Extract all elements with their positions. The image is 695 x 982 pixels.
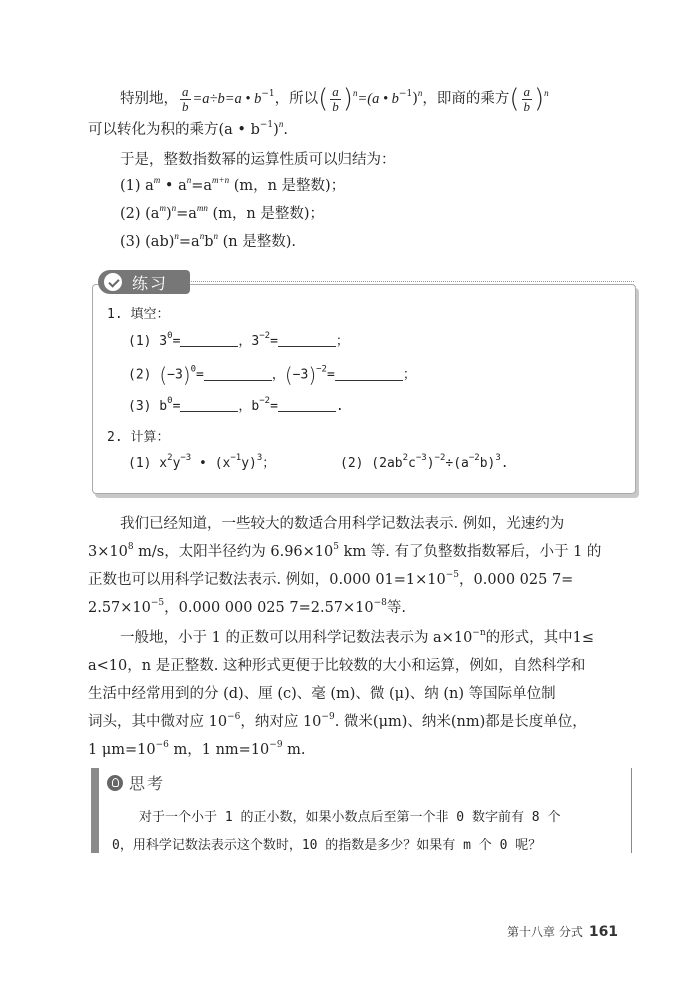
page-footer [507, 923, 618, 940]
para2-line-4: 词头，其中微对应 $10^{-6}$，纳对应 $10^{-9}$. 微米(μm)、纳米(nm)都是长度单位， [88, 712, 587, 730]
fraction-a-over-b-3: $\frac{a}{b}$ [523, 83, 531, 114]
exercise-q2-1: (1) $x^2y^{-3}$ • $(x^{-1}y)^3$； [128, 453, 276, 471]
rule-3: (3) $(ab)^n=a^nb^n$ (n 是整数). [120, 231, 296, 250]
exercise-q1-2: (2) $(-3)^0=$ ，$(-3)^{-2}=$ ； [128, 363, 416, 387]
answer-blank [335, 366, 403, 381]
para1-line-3: 正数也可以用科学记数法表示. 例如，0.000 $01=1\times 10^{-5}$，0.000 025 7= [88, 570, 574, 588]
chapter-label: 第十八章 分式 [507, 925, 583, 939]
para2-line-5: 1 $\mu m=10^{-6}$ m，1 $nm=10^{-9}$ m. [88, 740, 306, 758]
think-line-1: 对于一个小于 1 的正小数，如果小数点后至第一个非 0 数字前有 8 个 [139, 810, 561, 825]
lightbulb-icon [107, 775, 123, 791]
answer-blank [180, 332, 238, 347]
exercise-q2: 2. 计算： [107, 430, 170, 445]
para2-line-1: 一般地，小于 1 的正数可以用科学记数法表示为 $a\times 10^{-n}$的形式，其中1≤ [120, 628, 595, 646]
answer-blank [278, 332, 336, 347]
rule-1: (1) $a^m$ • $a^n=a^{m+n}$ (m，n 是整数)； [120, 175, 346, 194]
intro-line-2: 可以转化为积的乘方(a • $b^{-1})^n$. [88, 119, 288, 138]
answer-blank [204, 366, 272, 381]
exercise-q1-1: (1) $3^0=$ ，$3^{-2}=$ ； [128, 331, 349, 349]
rules-lead: 于是，整数指数幂的运算性质可以归结为： [120, 152, 396, 168]
think-box-right-border [631, 768, 632, 853]
para1-line-4: $2.57\times 10^{-5}$，0.000 000 025 $7=2.57\times 10^{-8}$等. [88, 598, 407, 616]
fraction-a-over-b-2: $\frac{a}{b}$ [332, 83, 339, 114]
think-box-left-bar [91, 768, 99, 853]
page-number: 161 [588, 924, 619, 940]
exercise-tab-label: 练习 [132, 274, 169, 293]
exercise-q2-2: (2) $(2ab^2c^{-3})^{-2}\div(a^{-2}b)^3$. [340, 453, 509, 471]
para1-line-1: 我们已经知道，一些较大的数适合用科学记数法表示. 例如，光速约为 [120, 516, 565, 532]
answer-blank [278, 397, 336, 412]
fraction-a-over-b: $\frac{a}{b}$ [182, 83, 189, 114]
para2-line-3: 生活中经常用到的分 (d)、厘 (c)、毫 (m)、微 (μ)、纳 (n) 等国际单位制 [88, 686, 556, 702]
para1-line-2: $3\times 10^8$ m/s，太阳半径约为 $6.96\times 10^5$ km 等. 有了负整数指数幂后，小于 1 的 [88, 542, 602, 560]
intro-lead: 特别地， [120, 91, 178, 107]
para2-line-2: a<10，n 是正整数. 这种形式更便于比较数的大小和运算，例如，自然科学和 [88, 658, 586, 674]
exercise-q1-3: (3) $b^0=$ ，$b^{-2}=$ . [128, 396, 344, 414]
rule-2: (2) $(a^m)^n=a^{mn}$ (m，n 是整数)； [120, 203, 325, 222]
exercise-top-border [188, 281, 634, 282]
exercise-tab [98, 270, 190, 294]
intro-line-1: 特别地， $\frac{a}{b}$ =a÷b=a • $b^{-1}$，所以( $\frac{a}{b}$ )$^n$=(a • $b^{-1})^n$，即商的乘方( $\frac{a}{b}$ )$^n$ [120, 83, 549, 114]
think-title: 思考 [129, 774, 166, 793]
answer-blank [180, 397, 238, 412]
intro-eq1: =a÷b=a • b [192, 91, 262, 107]
exercise-q1: 1. 填空： [107, 307, 170, 322]
think-line-2: 0，用科学记数法表示这个数时，10 的指数是多少？如果有 m 个 0 呢？ [112, 838, 542, 853]
pencil-check-icon [104, 273, 122, 291]
